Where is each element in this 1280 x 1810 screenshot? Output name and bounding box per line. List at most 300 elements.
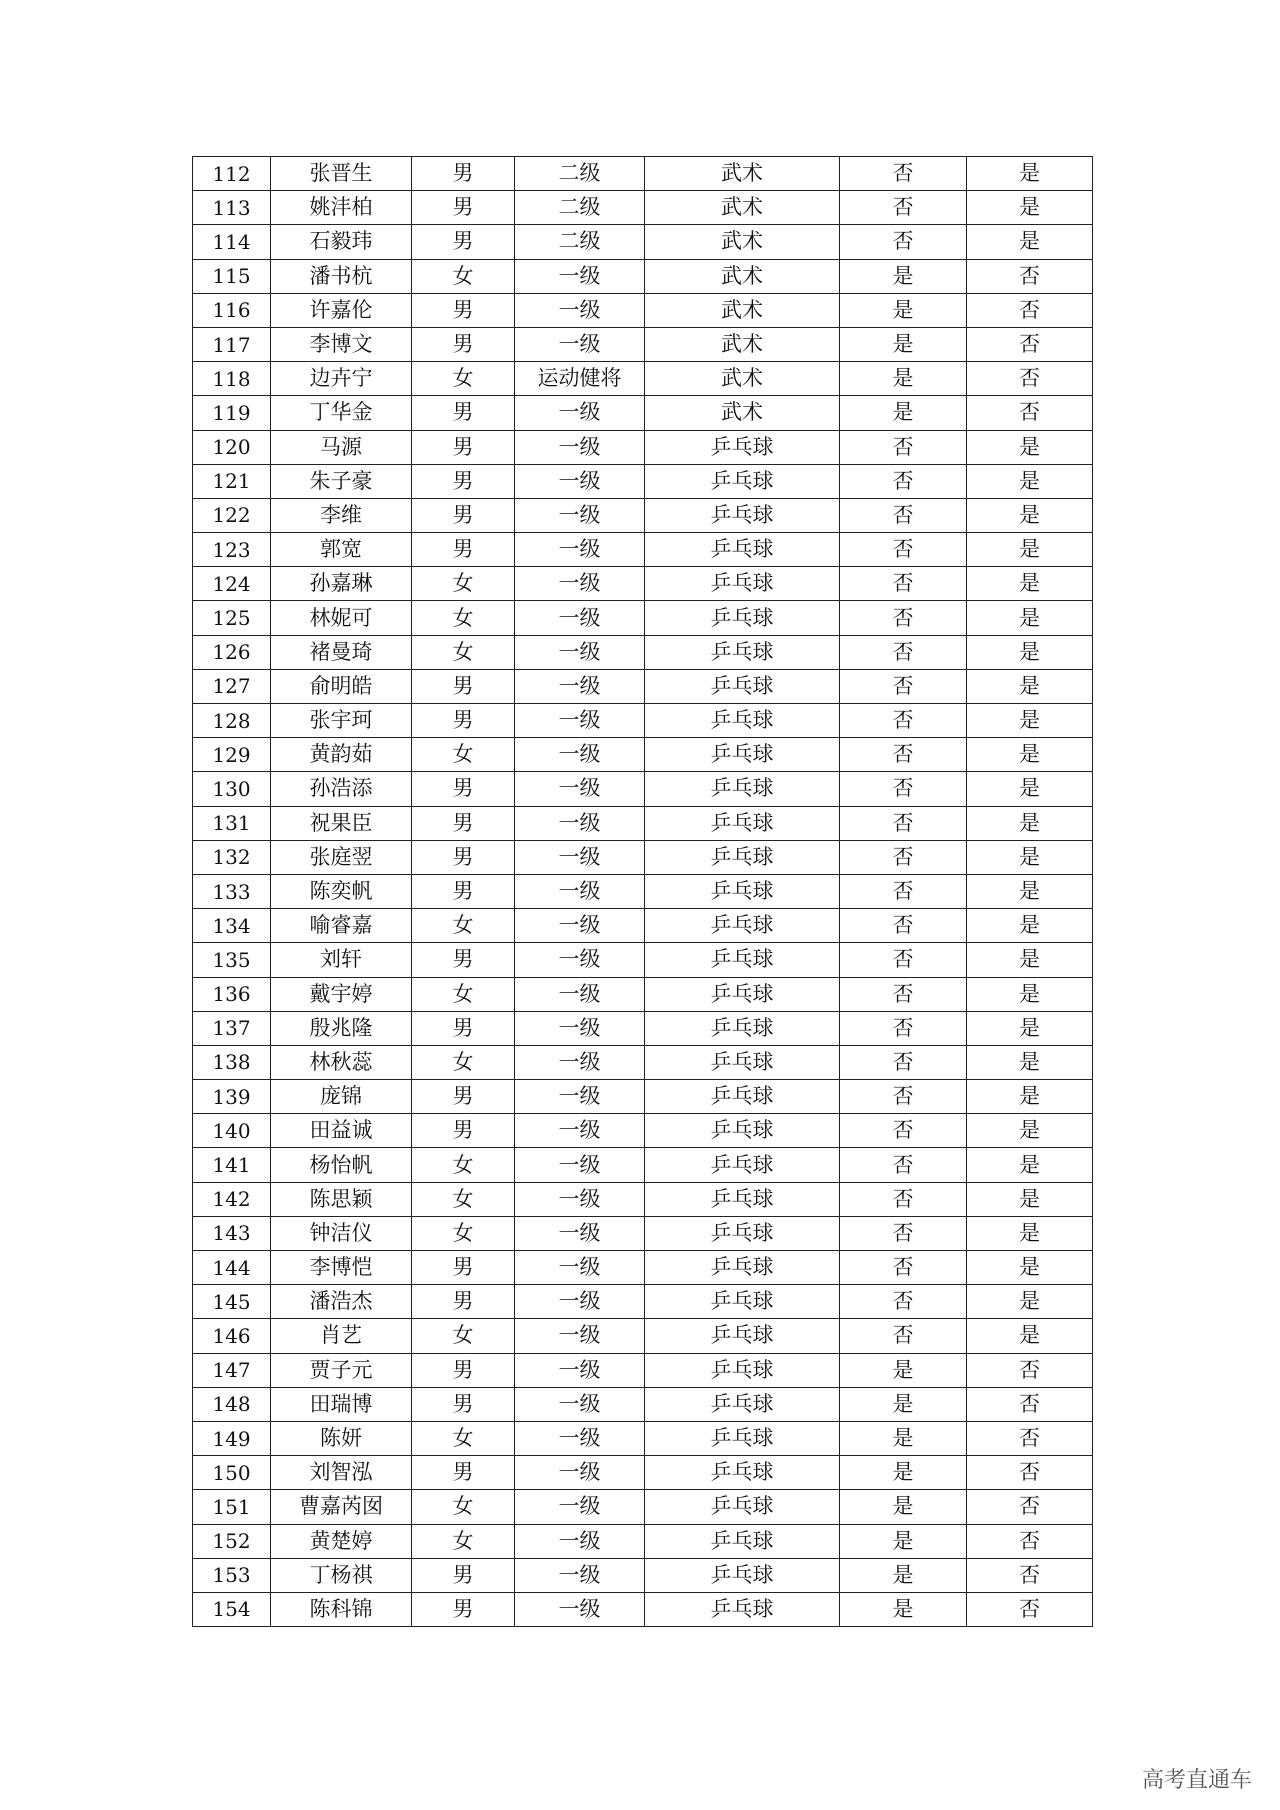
cell-number: 115: [193, 259, 271, 293]
cell-name: 李维: [271, 498, 412, 532]
table-row: [193, 806, 1093, 840]
cell-level: 一级: [515, 1148, 645, 1182]
cell-gender: 女: [412, 1182, 515, 1216]
cell-number: 148: [193, 1387, 271, 1421]
table-row: [193, 498, 1093, 532]
table-row: [193, 362, 1093, 396]
table-row: [193, 1080, 1093, 1114]
cell-gender: 男: [412, 840, 515, 874]
cell-number: 112: [193, 157, 271, 191]
cell-flag-b: 否: [967, 396, 1093, 430]
table-row: [193, 635, 1093, 669]
cell-name: 丁华金: [271, 396, 412, 430]
cell-name: 祝果臣: [271, 806, 412, 840]
cell-flag-b: 否: [967, 362, 1093, 396]
cell-gender: 女: [412, 1421, 515, 1455]
cell-flag-b: 是: [967, 772, 1093, 806]
cell-flag-a: 否: [840, 1285, 967, 1319]
table-row: [193, 1353, 1093, 1387]
cell-level: 一级: [515, 259, 645, 293]
cell-level: 一级: [515, 293, 645, 327]
cell-flag-b: 是: [967, 909, 1093, 943]
cell-flag-a: 否: [840, 840, 967, 874]
table-row: [193, 1387, 1093, 1421]
table-row: [193, 396, 1093, 430]
cell-sport: 乒乓球: [645, 943, 840, 977]
cell-flag-b: 是: [967, 464, 1093, 498]
cell-level: 二级: [515, 225, 645, 259]
cell-name: 边卉宁: [271, 362, 412, 396]
table-row: [193, 1045, 1093, 1079]
cell-name: 许嘉伦: [271, 293, 412, 327]
cell-level: 一级: [515, 1319, 645, 1353]
cell-flag-b: 是: [967, 874, 1093, 908]
table-row: [193, 738, 1093, 772]
cell-name: 马源: [271, 430, 412, 464]
cell-flag-b: 否: [967, 293, 1093, 327]
cell-gender: 女: [412, 567, 515, 601]
cell-name: 林秋蕊: [271, 1045, 412, 1079]
cell-name: 喻睿嘉: [271, 909, 412, 943]
cell-flag-b: 是: [967, 1285, 1093, 1319]
cell-name: 俞明皓: [271, 669, 412, 703]
cell-flag-b: 是: [967, 704, 1093, 738]
cell-flag-b: 否: [967, 259, 1093, 293]
cell-flag-a: 否: [840, 157, 967, 191]
cell-sport: 乒乓球: [645, 1490, 840, 1524]
cell-gender: 女: [412, 259, 515, 293]
cell-flag-a: 是: [840, 327, 967, 361]
cell-gender: 女: [412, 977, 515, 1011]
cell-sport: 武术: [645, 191, 840, 225]
cell-number: 128: [193, 704, 271, 738]
cell-flag-a: 否: [840, 806, 967, 840]
cell-gender: 男: [412, 1353, 515, 1387]
cell-number: 152: [193, 1524, 271, 1558]
table-row: [193, 1319, 1093, 1353]
table-row: [193, 909, 1093, 943]
cell-gender: 女: [412, 362, 515, 396]
cell-flag-a: 否: [840, 1251, 967, 1285]
cell-flag-a: 否: [840, 1148, 967, 1182]
cell-sport: 乒乓球: [645, 635, 840, 669]
table-row: [193, 464, 1093, 498]
cell-name: 石毅玮: [271, 225, 412, 259]
cell-flag-b: 是: [967, 635, 1093, 669]
cell-sport: 乒乓球: [645, 1456, 840, 1490]
cell-sport: 乒乓球: [645, 874, 840, 908]
cell-flag-a: 否: [840, 601, 967, 635]
cell-level: 一级: [515, 1251, 645, 1285]
table-row: [193, 1285, 1093, 1319]
cell-flag-a: 否: [840, 533, 967, 567]
cell-sport: 武术: [645, 259, 840, 293]
cell-name: 钟洁仪: [271, 1216, 412, 1250]
cell-level: 一级: [515, 1558, 645, 1592]
cell-sport: 乒乓球: [645, 1251, 840, 1285]
cell-flag-b: 否: [967, 327, 1093, 361]
table-row: [193, 1592, 1093, 1626]
cell-name: 陈奕帆: [271, 874, 412, 908]
cell-number: 119: [193, 396, 271, 430]
cell-level: 一级: [515, 327, 645, 361]
cell-level: 一级: [515, 1524, 645, 1558]
cell-sport: 武术: [645, 157, 840, 191]
cell-number: 141: [193, 1148, 271, 1182]
cell-level: 一级: [515, 1045, 645, 1079]
cell-level: 一级: [515, 1592, 645, 1626]
cell-sport: 乒乓球: [645, 704, 840, 738]
cell-number: 125: [193, 601, 271, 635]
cell-number: 127: [193, 669, 271, 703]
cell-flag-a: 是: [840, 1456, 967, 1490]
table-row: [193, 1216, 1093, 1250]
cell-name: 陈妍: [271, 1421, 412, 1455]
cell-sport: 乒乓球: [645, 909, 840, 943]
cell-name: 姚沣柏: [271, 191, 412, 225]
cell-flag-b: 否: [967, 1421, 1093, 1455]
cell-sport: 乒乓球: [645, 1592, 840, 1626]
cell-number: 130: [193, 772, 271, 806]
cell-level: 一级: [515, 1456, 645, 1490]
cell-name: 刘轩: [271, 943, 412, 977]
cell-flag-a: 是: [840, 293, 967, 327]
cell-sport: 武术: [645, 327, 840, 361]
cell-name: 张庭翌: [271, 840, 412, 874]
cell-name: 黄韵茹: [271, 738, 412, 772]
table-row: [193, 225, 1093, 259]
cell-gender: 女: [412, 1148, 515, 1182]
cell-level: 一级: [515, 1080, 645, 1114]
cell-number: 142: [193, 1182, 271, 1216]
cell-number: 147: [193, 1353, 271, 1387]
cell-flag-b: 否: [967, 1456, 1093, 1490]
cell-number: 140: [193, 1114, 271, 1148]
cell-flag-a: 否: [840, 430, 967, 464]
table-row: [193, 430, 1093, 464]
cell-flag-b: 是: [967, 157, 1093, 191]
cell-flag-b: 是: [967, 1148, 1093, 1182]
cell-gender: 男: [412, 1558, 515, 1592]
cell-flag-b: 否: [967, 1490, 1093, 1524]
cell-flag-a: 否: [840, 1216, 967, 1250]
cell-flag-a: 否: [840, 772, 967, 806]
cell-sport: 乒乓球: [645, 533, 840, 567]
table-row: [193, 157, 1093, 191]
cell-sport: 乒乓球: [645, 806, 840, 840]
cell-number: 135: [193, 943, 271, 977]
cell-gender: 男: [412, 1080, 515, 1114]
cell-flag-a: 否: [840, 669, 967, 703]
table-row: [193, 567, 1093, 601]
cell-level: 一级: [515, 1387, 645, 1421]
cell-flag-b: 是: [967, 977, 1093, 1011]
cell-gender: 男: [412, 669, 515, 703]
cell-level: 一级: [515, 601, 645, 635]
cell-number: 120: [193, 430, 271, 464]
cell-name: 褚曼琦: [271, 635, 412, 669]
cell-flag-a: 是: [840, 396, 967, 430]
cell-sport: 乒乓球: [645, 669, 840, 703]
cell-sport: 乒乓球: [645, 738, 840, 772]
cell-flag-b: 是: [967, 567, 1093, 601]
cell-gender: 男: [412, 772, 515, 806]
cell-sport: 乒乓球: [645, 1319, 840, 1353]
cell-level: 一级: [515, 1011, 645, 1045]
cell-flag-b: 是: [967, 1216, 1093, 1250]
cell-sport: 乒乓球: [645, 772, 840, 806]
cell-flag-b: 是: [967, 943, 1093, 977]
cell-flag-a: 否: [840, 498, 967, 532]
table-row: [193, 533, 1093, 567]
cell-gender: 男: [412, 1011, 515, 1045]
cell-name: 陈科锦: [271, 1592, 412, 1626]
cell-gender: 男: [412, 874, 515, 908]
table-row: [193, 293, 1093, 327]
cell-name: 李博恺: [271, 1251, 412, 1285]
cell-number: 126: [193, 635, 271, 669]
cell-gender: 男: [412, 498, 515, 532]
cell-flag-b: 否: [967, 1558, 1093, 1592]
cell-level: 一级: [515, 635, 645, 669]
cell-level: 一级: [515, 806, 645, 840]
cell-gender: 男: [412, 1387, 515, 1421]
cell-flag-b: 否: [967, 1387, 1093, 1421]
cell-number: 153: [193, 1558, 271, 1592]
cell-number: 137: [193, 1011, 271, 1045]
cell-flag-a: 否: [840, 1319, 967, 1353]
cell-gender: 男: [412, 396, 515, 430]
cell-number: 136: [193, 977, 271, 1011]
cell-level: 一级: [515, 1490, 645, 1524]
cell-level: 一级: [515, 669, 645, 703]
cell-name: 肖艺: [271, 1319, 412, 1353]
cell-flag-a: 否: [840, 464, 967, 498]
cell-flag-a: 否: [840, 225, 967, 259]
cell-name: 田瑞博: [271, 1387, 412, 1421]
cell-sport: 乒乓球: [645, 1114, 840, 1148]
table-row: [193, 772, 1093, 806]
cell-flag-b: 是: [967, 840, 1093, 874]
cell-gender: 男: [412, 943, 515, 977]
cell-flag-a: 否: [840, 704, 967, 738]
cell-name: 陈思颖: [271, 1182, 412, 1216]
cell-flag-a: 否: [840, 1045, 967, 1079]
cell-flag-a: 是: [840, 1421, 967, 1455]
table-row: [193, 1421, 1093, 1455]
cell-number: 118: [193, 362, 271, 396]
cell-name: 戴宇婷: [271, 977, 412, 1011]
cell-flag-a: 是: [840, 1353, 967, 1387]
table-row: [193, 601, 1093, 635]
cell-name: 田益诚: [271, 1114, 412, 1148]
cell-number: 133: [193, 874, 271, 908]
cell-level: 一级: [515, 874, 645, 908]
cell-level: 一级: [515, 1285, 645, 1319]
cell-level: 一级: [515, 498, 645, 532]
cell-gender: 男: [412, 704, 515, 738]
cell-sport: 武术: [645, 396, 840, 430]
cell-name: 孙嘉琳: [271, 567, 412, 601]
cell-number: 134: [193, 909, 271, 943]
cell-flag-b: 是: [967, 225, 1093, 259]
cell-flag-b: 否: [967, 1353, 1093, 1387]
cell-gender: 女: [412, 1045, 515, 1079]
cell-level: 一级: [515, 943, 645, 977]
cell-gender: 男: [412, 225, 515, 259]
cell-sport: 乒乓球: [645, 498, 840, 532]
cell-flag-b: 是: [967, 1251, 1093, 1285]
cell-name: 庞锦: [271, 1080, 412, 1114]
cell-flag-a: 否: [840, 567, 967, 601]
cell-flag-a: 否: [840, 909, 967, 943]
cell-sport: 乒乓球: [645, 1080, 840, 1114]
cell-flag-a: 是: [840, 1592, 967, 1626]
cell-level: 一级: [515, 1182, 645, 1216]
cell-number: 124: [193, 567, 271, 601]
cell-number: 144: [193, 1251, 271, 1285]
cell-gender: 女: [412, 635, 515, 669]
cell-flag-b: 是: [967, 498, 1093, 532]
cell-flag-b: 是: [967, 1011, 1093, 1045]
cell-gender: 女: [412, 738, 515, 772]
cell-flag-a: 否: [840, 1011, 967, 1045]
cell-level: 二级: [515, 191, 645, 225]
cell-gender: 男: [412, 464, 515, 498]
table-row: [193, 1114, 1093, 1148]
cell-gender: 女: [412, 1319, 515, 1353]
cell-gender: 男: [412, 191, 515, 225]
cell-number: 154: [193, 1592, 271, 1626]
cell-level: 一级: [515, 533, 645, 567]
cell-sport: 武术: [645, 225, 840, 259]
table-row: [193, 1490, 1093, 1524]
cell-flag-a: 否: [840, 1080, 967, 1114]
cell-gender: 男: [412, 1456, 515, 1490]
cell-sport: 乒乓球: [645, 464, 840, 498]
cell-level: 二级: [515, 157, 645, 191]
cell-flag-b: 是: [967, 601, 1093, 635]
cell-sport: 乒乓球: [645, 1353, 840, 1387]
cell-flag-b: 是: [967, 1114, 1093, 1148]
cell-number: 151: [193, 1490, 271, 1524]
cell-flag-b: 是: [967, 1045, 1093, 1079]
cell-number: 143: [193, 1216, 271, 1250]
cell-flag-a: 否: [840, 943, 967, 977]
cell-flag-a: 否: [840, 738, 967, 772]
table-row: [193, 943, 1093, 977]
cell-flag-b: 否: [967, 1524, 1093, 1558]
cell-sport: 乒乓球: [645, 1558, 840, 1592]
table-row: [193, 1148, 1093, 1182]
cell-name: 郭宽: [271, 533, 412, 567]
cell-number: 129: [193, 738, 271, 772]
cell-flag-a: 是: [840, 1387, 967, 1421]
cell-sport: 乒乓球: [645, 1285, 840, 1319]
cell-sport: 乒乓球: [645, 1421, 840, 1455]
cell-level: 一级: [515, 977, 645, 1011]
cell-sport: 乒乓球: [645, 430, 840, 464]
cell-name: 贾子元: [271, 1353, 412, 1387]
watermark-text: 高考直通车: [1141, 1768, 1252, 1793]
cell-number: 150: [193, 1456, 271, 1490]
cell-sport: 乒乓球: [645, 1216, 840, 1250]
cell-name: 黄楚婷: [271, 1524, 412, 1558]
cell-flag-a: 否: [840, 635, 967, 669]
cell-sport: 乒乓球: [645, 840, 840, 874]
cell-sport: 乒乓球: [645, 1387, 840, 1421]
cell-level: 一级: [515, 738, 645, 772]
cell-gender: 男: [412, 806, 515, 840]
table-row: [193, 1456, 1093, 1490]
cell-sport: 乒乓球: [645, 1011, 840, 1045]
cell-name: 张宇珂: [271, 704, 412, 738]
cell-level: 一级: [515, 909, 645, 943]
cell-flag-b: 是: [967, 669, 1093, 703]
table-row: [193, 1558, 1093, 1592]
cell-level: 一级: [515, 1353, 645, 1387]
table-row: [193, 1011, 1093, 1045]
cell-number: 149: [193, 1421, 271, 1455]
cell-sport: 武术: [645, 293, 840, 327]
cell-level: 一级: [515, 1421, 645, 1455]
cell-flag-b: 是: [967, 738, 1093, 772]
table-row: [193, 259, 1093, 293]
cell-name: 朱子豪: [271, 464, 412, 498]
cell-sport: 乒乓球: [645, 1045, 840, 1079]
cell-level: 一级: [515, 567, 645, 601]
cell-flag-b: 是: [967, 1080, 1093, 1114]
cell-gender: 男: [412, 293, 515, 327]
cell-flag-a: 是: [840, 259, 967, 293]
cell-gender: 男: [412, 1285, 515, 1319]
cell-gender: 男: [412, 327, 515, 361]
table-row: [193, 704, 1093, 738]
cell-level: 一级: [515, 704, 645, 738]
table-row: [193, 669, 1093, 703]
cell-number: 139: [193, 1080, 271, 1114]
cell-name: 林妮可: [271, 601, 412, 635]
cell-number: 132: [193, 840, 271, 874]
cell-name: 曹嘉芮囡: [271, 1490, 412, 1524]
cell-number: 113: [193, 191, 271, 225]
cell-number: 117: [193, 327, 271, 361]
cell-flag-b: 否: [967, 1592, 1093, 1626]
cell-level: 一级: [515, 1114, 645, 1148]
table-row: [193, 977, 1093, 1011]
cell-name: 杨怡帆: [271, 1148, 412, 1182]
cell-name: 李博文: [271, 327, 412, 361]
cell-level: 一级: [515, 464, 645, 498]
table-row: [193, 191, 1093, 225]
cell-gender: 女: [412, 909, 515, 943]
table-row: [193, 840, 1093, 874]
cell-name: 潘书杭: [271, 259, 412, 293]
cell-gender: 女: [412, 1216, 515, 1250]
cell-sport: 乒乓球: [645, 1148, 840, 1182]
cell-level: 一级: [515, 430, 645, 464]
table-row: [193, 1251, 1093, 1285]
athlete-table: [192, 156, 1093, 1627]
cell-level: 一级: [515, 1216, 645, 1250]
cell-flag-a: 是: [840, 362, 967, 396]
cell-number: 145: [193, 1285, 271, 1319]
cell-name: 孙浩添: [271, 772, 412, 806]
cell-flag-b: 是: [967, 1182, 1093, 1216]
cell-gender: 男: [412, 1114, 515, 1148]
cell-sport: 武术: [645, 362, 840, 396]
cell-name: 刘智泓: [271, 1456, 412, 1490]
